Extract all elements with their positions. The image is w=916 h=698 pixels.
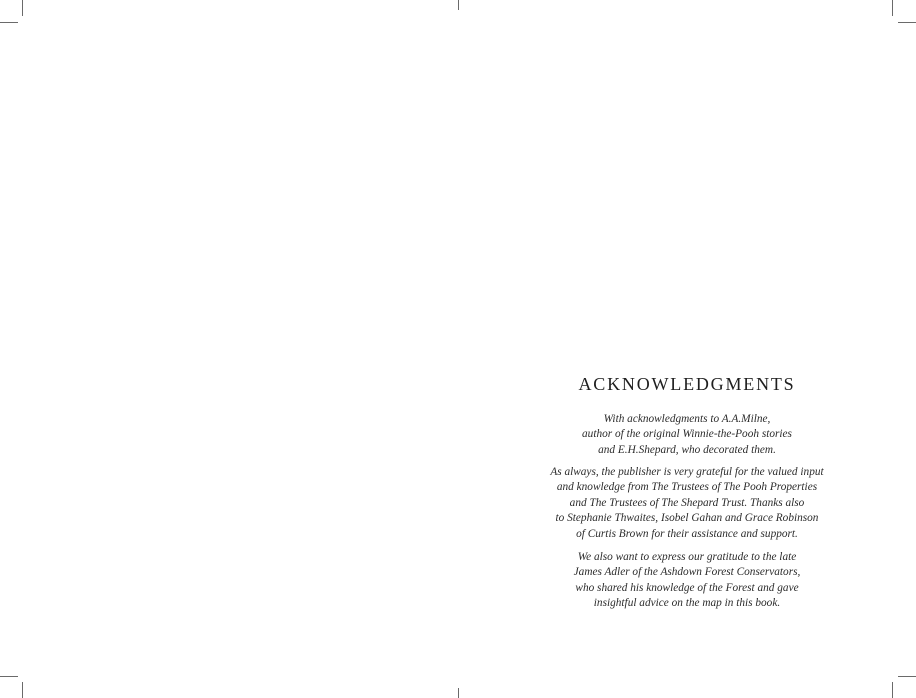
text-line: and knowledge from The Trustees of The Pooh Properties <box>556 481 818 494</box>
text-line: to Stephanie Thwaites, Isobel Gahan and Grace Robinson <box>555 512 819 525</box>
text-line: insightful advice on the map in this book. <box>593 597 781 610</box>
text-line: and E.H.Shepard, who decorated them. <box>598 443 776 456</box>
text-line: We also want to express our gratitude to the late <box>577 551 797 563</box>
right-page <box>458 0 916 698</box>
page-title: ACKNOWLEDGMENTS <box>578 374 796 394</box>
text-line: As always, the publisher is very grateful for the valued input <box>550 466 824 478</box>
text-line: James Adler of the Ashdown Forest Conservators, <box>573 566 801 579</box>
text-line: of Curtis Brown for their assistance and support. <box>576 527 798 540</box>
acknowledgment-paragraph-1 <box>458 412 916 458</box>
text-line: author of the original Winnie-the-Pooh stories <box>582 428 792 441</box>
acknowledgment-paragraph-3 <box>458 550 916 612</box>
text-line: and The Trustees of The Shepard Trust. Thanks also <box>569 496 805 509</box>
text-line: who shared his knowledge of the Forest and gave <box>575 581 799 594</box>
text-line: With acknowledgments to A.A.Milne, <box>603 413 771 425</box>
acknowledgment-paragraph-2 <box>458 465 916 542</box>
